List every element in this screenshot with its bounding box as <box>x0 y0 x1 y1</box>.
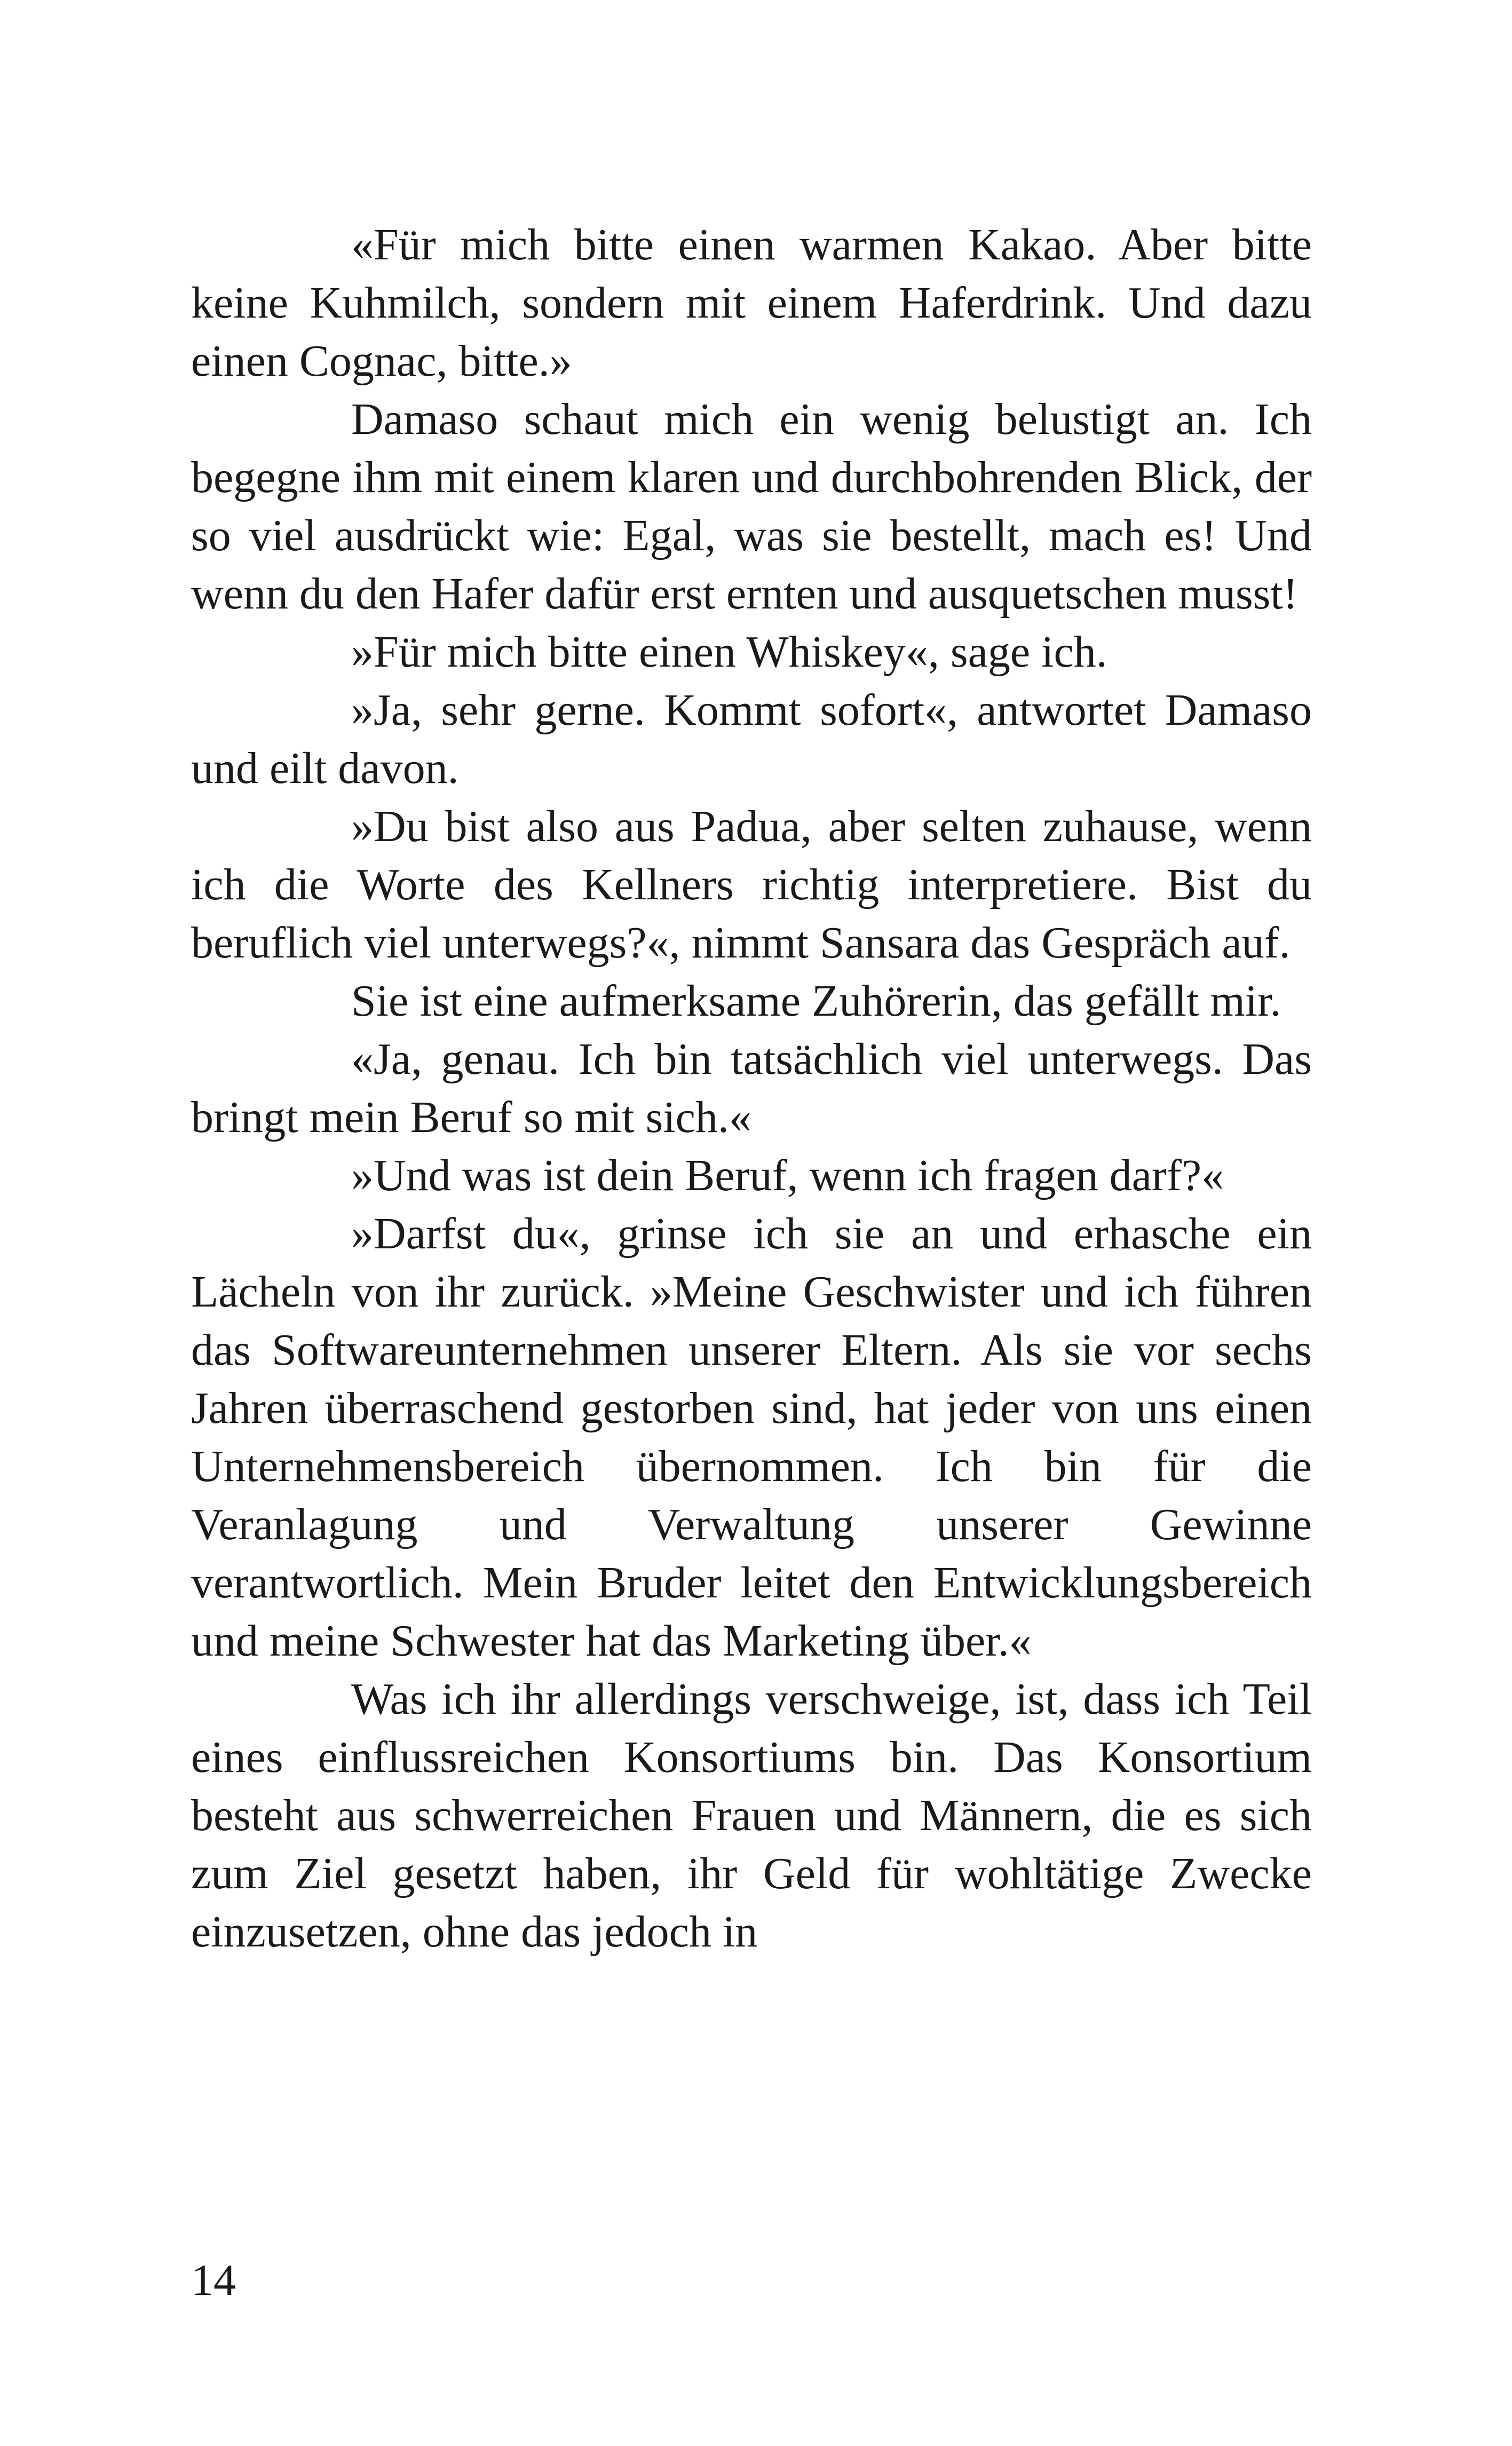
paragraph: »Du bist also aus Padua, aber selten zuhause, wenn ich die Worte des Kellners richtig interpretiere. Bist du beruflich viel unterwegs?«, nimmt Sansara das Gespräch auf. <box>191 802 1312 968</box>
page-number: 14 <box>191 2255 236 2305</box>
book-page-text <box>191 216 1312 1961</box>
paragraph: »Für mich bitte einen Whiskey«, sage ich. <box>351 627 1107 677</box>
paragraph: »Ja, sehr gerne. Kommt sofort«, antwortet Damaso und eilt davon. <box>191 685 1312 793</box>
paragraph: Was ich ihr allerdings verschweige, ist, dass ich Teil eines einflussreichen Konsortiums bin. Das Konsortium besteht aus schwerreichen Frauen und Männern, die es sich zum Ziel gesetzt haben, ihr Geld für wohltätige Zwecke einzusetzen, ohne das jedoch in <box>191 1674 1312 1957</box>
paragraph: Damaso schaut mich ein wenig belustigt an. Ich begegne ihm mit einem klaren und durchbohrenden Blick, der so viel ausdrückt wie: Egal, was sie bestellt, mach es! Und wenn du den Hafer dafür erst ernten und ausquetschen musst! <box>191 394 1312 619</box>
paragraph: «Ja, genau. Ich bin tatsächlich viel unterwegs. Das bringt mein Beruf so mit sich.« <box>191 1034 1312 1142</box>
paragraph: «Für mich bitte einen warmen Kakao. Aber bitte keine Kuhmilch, sondern mit einem Haferdrink. Und dazu einen Cognac, bitte.» <box>191 220 1312 386</box>
paragraph: Sie ist eine aufmerksame Zuhörerin, das gefällt mir. <box>351 976 1281 1026</box>
paragraph: »Darfst du«, grinse ich sie an und erhasche ein Lächeln von ihr zurück. »Meine Geschwister und ich führen das Softwareunternehmen unserer Eltern. Als sie vor sechs Jahren überraschend gestorben sind, hat jeder von uns einen Unternehmensbereich übernommen. Ich bin für die Veranlagung und Verwaltung unserer Gewinne verantwortlich. Mein Bruder leitet den Entwicklungsbereich und meine Schwester hat das Marketing über.« <box>191 1209 1312 1666</box>
paragraph: »Und was ist dein Beruf, wenn ich fragen darf?« <box>351 1151 1224 1200</box>
